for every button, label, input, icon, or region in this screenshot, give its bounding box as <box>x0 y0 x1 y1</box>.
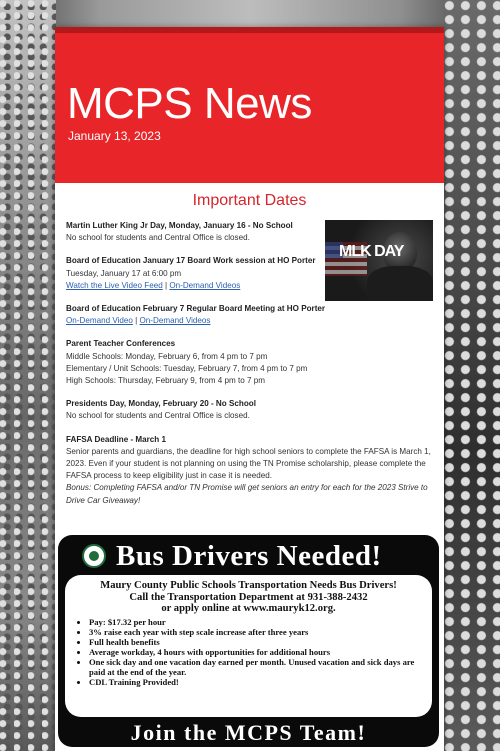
conference-line: Middle Schools: Monday, February 6, from 4 pm to 7 pm <box>66 351 268 361</box>
item-body: Tuesday, January 17 at 6:00 pm <box>66 268 182 278</box>
on-demand-videos-link[interactable]: On-Demand Videos <box>169 280 241 290</box>
item-heading: FAFSA Deadline - March 1 <box>66 434 166 444</box>
benefits-list <box>65 617 432 688</box>
item-heading: Parent Teacher Conferences <box>66 339 176 349</box>
newsletter-card <box>55 27 444 751</box>
bus-flyer-headline <box>65 580 432 615</box>
newsletter-title: MCPS News <box>67 79 312 128</box>
item-heading: Board of Education January 17 Board Work session at HO Porter <box>66 256 316 266</box>
portrait-body <box>367 266 433 301</box>
item-heading: Presidents Day, Monday, February 20 - No School <box>66 399 256 409</box>
join-team-slogan: Join the MCPS Team! <box>130 720 367 745</box>
item-heading: Martin Luther King Jr Day, Monday, January 16 - No School <box>66 221 293 230</box>
mlk-day-image <box>325 220 433 301</box>
item-body: Senior parents and guardians, the deadline for high school seniors to complete the FAFSA is March 1, 2023. Even if your student is not planning on using the TN Promise scholarship, please complete the FAFSA process to keep eligibility just in case it is needed. <box>66 446 431 481</box>
item-heading: Board of Education February 7 Regular Board Meeting at HO Porter <box>66 304 326 314</box>
item-body: No school for students and Central Office is closed. <box>66 233 250 243</box>
district-seal-icon <box>82 544 106 568</box>
item-body: No school for students and Central Office is closed. <box>66 411 250 421</box>
conference-line: High Schools: Thursday, February 9, from 4 pm to 7 pm <box>66 376 265 386</box>
mlk-day-image-text: MLK DAY <box>339 243 404 260</box>
on-demand-videos-link[interactable]: On-Demand Videos <box>139 316 211 326</box>
link-separator: | <box>164 280 168 290</box>
live-video-link[interactable]: Watch the Live Video Feed <box>66 280 163 290</box>
benefit-item: • Pay: $17.32 per hour <box>89 617 432 627</box>
background-photo-right <box>443 0 500 751</box>
important-dates-content <box>55 220 444 507</box>
list-item <box>66 434 433 507</box>
benefit-item: • Full health benefits <box>89 637 432 647</box>
newsletter-date: January 13, 2023 <box>68 129 161 143</box>
list-item <box>66 338 433 387</box>
bus-flyer-details <box>65 575 432 717</box>
on-demand-video-link[interactable]: On-Demand Video <box>66 316 133 326</box>
benefit-item: • 3% raise each year with step scale increase after three years <box>89 627 432 637</box>
list-item <box>66 398 433 422</box>
benefit-item: • One sick day and one vacation day earned per month. Unused vacation and sick days are paid at the end of the year. <box>89 657 432 677</box>
headline-line: Maury County Public Schools Transportation Needs Bus Drivers! <box>100 580 397 591</box>
link-separator: | <box>135 316 138 326</box>
bus-drivers-flyer <box>58 535 439 747</box>
list-item <box>66 303 433 327</box>
conference-line: Elementary / Unit Schools: Tuesday, February 7, from 4 pm to 7 pm <box>66 363 308 373</box>
item-bonus: Bonus: Completing FAFSA and/or TN Promise will get seniors an entry for each for the 2023 Strive to Drive Car Giveaway! <box>66 483 428 505</box>
benefit-item: • CDL Training Provided! <box>89 677 432 687</box>
headline-line: or apply online at www.mauryk12.org. <box>161 603 336 614</box>
background-photo-left <box>0 0 56 751</box>
bus-flyer-title: Bus Drivers Needed! <box>116 540 382 572</box>
section-title: Important Dates <box>192 192 307 209</box>
newsletter-banner <box>55 33 444 183</box>
benefit-item: • Average workday, 4 hours with opportunities for additional hours <box>89 647 432 657</box>
headline-line: Call the Transportation Department at 931-388-2432 <box>129 591 368 603</box>
